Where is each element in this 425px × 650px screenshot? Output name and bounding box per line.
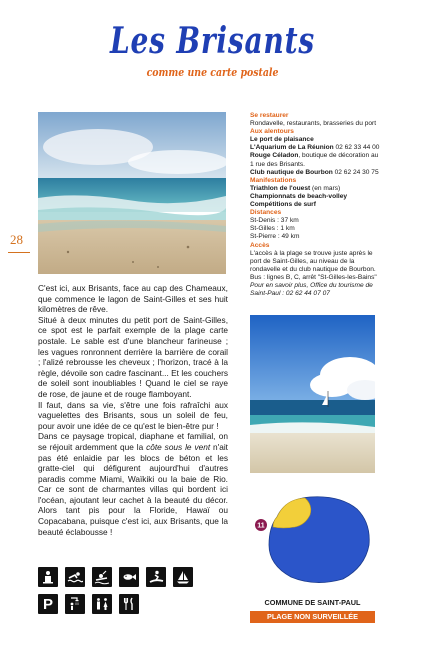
lagoon-photo (250, 315, 375, 473)
section-manifestations: Manifestations (250, 176, 297, 184)
lagoon-photo-illustration (250, 315, 375, 473)
icon-row-activities (38, 567, 228, 587)
reunion-map-graphic (255, 487, 375, 587)
restaurant-icon (119, 594, 139, 614)
section-acces: Accès (250, 241, 270, 249)
surfing-icon (146, 567, 166, 587)
paragraph-description: Situé à deux minutes du petit port de Saint-Gilles, ce spot est le parfait exemple de la plage carte postale. Le sable est d'une blancheur farineuse ; les vagues ronronnent derrière la barrière de corail ; l'alizé rebrousse les cheveux ; l'horizon, tracé à la règle, dévoile son cadre fascinant... Et les couchers de soleil sont inoubliables ! Quand le ciel se raye de rose, de jaune et de rouge flamboyant. (38, 314, 228, 399)
beach-photo (38, 112, 226, 274)
toilets-icon (92, 594, 112, 614)
shower-icon (65, 594, 85, 614)
snorkeling-icon (92, 567, 112, 587)
lifeguard-icon (38, 567, 58, 587)
paragraph-landscape: Dans ce paysage tropical, diaphane et familial, on se réjouit ardemment que la côte sous le vent n'ait pas été enlaidie par les blocs de béton et les gratte-ciel qui défigurent aujourd'hui d'autres paradis comme Miami, Waïkiki ou la baie de Rio. Car ce sont de charmantes villas qui bordent ici l'océan, ajoutant leur cachet à la beauté du décor. Alors tant pis pour la Floride, Hawaï ou Copacabana, puisque c'est ici, aux Brisants, que la beauté éclabousse ! (38, 431, 228, 537)
parking-icon: P (38, 594, 58, 614)
page-number: 28 (10, 232, 23, 247)
svg-text:11: 11 (257, 522, 265, 530)
facility-icons (38, 567, 228, 621)
section-distances: Distances (250, 209, 282, 217)
reunion-map (255, 487, 375, 587)
page-title: Les Brisants (110, 20, 315, 62)
icon-row-services (38, 594, 228, 614)
commune-label: COMMUNE DE SAINT-PAUL (264, 598, 361, 607)
fish-icon (119, 567, 139, 587)
section-alentours: Aux alentours (250, 128, 294, 136)
swimming-icon (65, 567, 85, 587)
beach-photo-illustration (38, 112, 226, 274)
paragraph-wellbeing: Il faut, dans sa vie, s'être une fois rafraîchi aux vaguelettes des Brisants, sous un soleil de feu, pour avoir une idée de ce qu'est le bien-être pur ! (38, 399, 228, 431)
practical-info: Se restaurer Rondavelle, restaurants, brasseries du port Aux alentours Le port de plaisance L'Aquarium de La Réunion 02 62 33 44 00 Rouge Céladon, boutique de décoration au 1 rue des Brisants. Club nautique de Bourbon 02 62 24 30 75 Manifestations Triathlon de l'ouest (en mars) Championnats de beach-volley Compétitions de surf Distances St-Denis : 37 km St-Gilles : 1 km St-Pierre : 49 km Accès L'accès à la plage se trouve juste après le port de Saint-Gilles, au niveau de la rondavelle et du club nautique de Bourbon. Bus : lignes B, C, arrêt "St-Gilles-les-Bains" Pour en savoir plus, Office du tourisme de Saint-Paul : 02 62 44 07 07 (250, 112, 380, 298)
paragraph-intro: C'est ici, aux Brisants, face au cap des Chameaux, que commence le lagon de Saint-Gilles et ses huit kilomètres de rêve. (38, 283, 228, 315)
sailing-icon (173, 567, 193, 587)
status-badge: PLAGE NON SURVEILLÉE (250, 611, 375, 623)
page-subtitle: comme une carte postale (146, 66, 279, 79)
page-number-rule (8, 252, 30, 253)
section-restaurer: Se restaurer (250, 112, 289, 119)
article-body (38, 283, 228, 537)
